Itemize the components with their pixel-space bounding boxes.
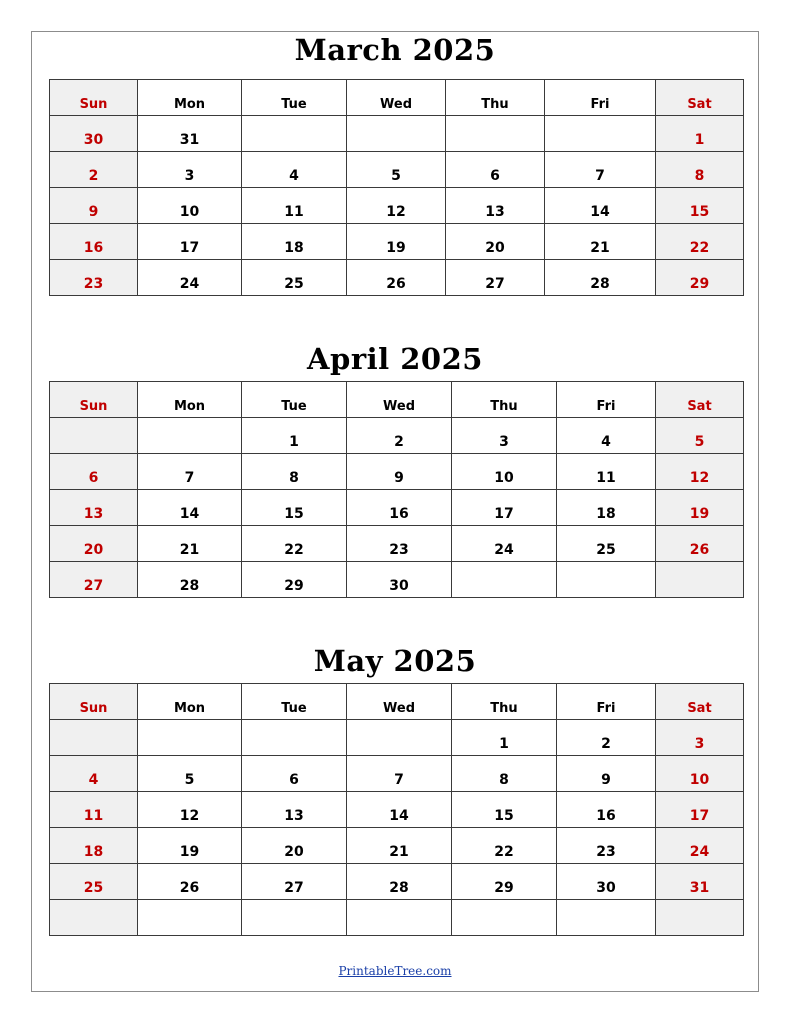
day-cell: 1 — [242, 418, 347, 454]
weekday-header-sat: Sat — [656, 80, 744, 116]
day-cell: 29 — [452, 864, 557, 900]
day-cell: 22 — [656, 224, 744, 260]
weekday-header-wed: Wed — [347, 684, 452, 720]
day-cell: 10 — [452, 454, 557, 490]
week-row — [50, 152, 744, 188]
day-cell: 24 — [656, 828, 744, 864]
week-row — [50, 900, 744, 936]
week-row — [50, 756, 744, 792]
day-cell: 2 — [557, 720, 656, 756]
day-cell: 14 — [347, 792, 452, 828]
day-cell: 7 — [138, 454, 242, 490]
day-cell: 5 — [138, 756, 242, 792]
day-cell: 11 — [50, 792, 138, 828]
day-cell: 11 — [242, 188, 347, 224]
day-cell — [545, 116, 656, 152]
day-cell: 26 — [138, 864, 242, 900]
day-cell: 12 — [656, 454, 744, 490]
weekday-header-sun: Sun — [50, 684, 138, 720]
day-cell — [446, 116, 545, 152]
day-cell — [50, 720, 138, 756]
day-cell: 13 — [242, 792, 347, 828]
day-cell: 4 — [557, 418, 656, 454]
day-cell: 14 — [138, 490, 242, 526]
day-cell: 4 — [50, 756, 138, 792]
day-cell: 7 — [347, 756, 452, 792]
weekday-header-sun: Sun — [50, 382, 138, 418]
weekday-header-wed: Wed — [347, 382, 452, 418]
weekday-header-sun: Sun — [50, 80, 138, 116]
day-cell — [242, 116, 347, 152]
day-cell: 21 — [138, 526, 242, 562]
weekday-header-tue: Tue — [242, 684, 347, 720]
day-cell: 25 — [557, 526, 656, 562]
day-cell: 5 — [347, 152, 446, 188]
weekday-header-thu: Thu — [452, 382, 557, 418]
day-cell: 30 — [557, 864, 656, 900]
weekday-header-thu: Thu — [452, 684, 557, 720]
day-cell — [50, 418, 138, 454]
day-cell: 8 — [656, 152, 744, 188]
day-cell: 17 — [452, 490, 557, 526]
weekday-header-fri: Fri — [545, 80, 656, 116]
day-cell: 9 — [50, 188, 138, 224]
day-cell — [138, 900, 242, 936]
day-cell: 10 — [656, 756, 744, 792]
weekday-header-row — [50, 80, 744, 116]
weekday-header-mon: Mon — [138, 684, 242, 720]
weekday-header-sat: Sat — [656, 382, 744, 418]
day-cell — [242, 720, 347, 756]
week-row — [50, 828, 744, 864]
day-cell: 31 — [138, 116, 242, 152]
day-cell: 18 — [50, 828, 138, 864]
week-row — [50, 562, 744, 598]
day-cell: 2 — [347, 418, 452, 454]
day-cell: 6 — [242, 756, 347, 792]
day-cell: 4 — [242, 152, 347, 188]
day-cell: 12 — [347, 188, 446, 224]
day-cell: 25 — [50, 864, 138, 900]
month-title-march: March 2025 — [294, 33, 496, 67]
weekday-header-tue: Tue — [242, 80, 347, 116]
day-cell — [138, 418, 242, 454]
day-cell — [242, 900, 347, 936]
weekday-header-mon: Mon — [138, 382, 242, 418]
day-cell — [452, 562, 557, 598]
day-cell — [138, 720, 242, 756]
day-cell — [50, 900, 138, 936]
day-cell: 25 — [242, 260, 347, 296]
week-row — [50, 188, 744, 224]
day-cell: 18 — [242, 224, 347, 260]
day-cell: 30 — [50, 116, 138, 152]
week-row — [50, 720, 744, 756]
day-cell: 19 — [138, 828, 242, 864]
day-cell: 10 — [138, 188, 242, 224]
day-cell: 1 — [452, 720, 557, 756]
day-cell: 2 — [50, 152, 138, 188]
day-cell: 22 — [452, 828, 557, 864]
day-cell: 13 — [446, 188, 545, 224]
week-row — [50, 418, 744, 454]
day-cell: 15 — [242, 490, 347, 526]
day-cell: 3 — [656, 720, 744, 756]
day-cell: 30 — [347, 562, 452, 598]
day-cell: 21 — [545, 224, 656, 260]
day-cell — [557, 900, 656, 936]
weekday-header-row — [50, 684, 744, 720]
day-cell: 15 — [656, 188, 744, 224]
week-row — [50, 792, 744, 828]
day-cell: 28 — [138, 562, 242, 598]
day-cell: 11 — [557, 454, 656, 490]
day-cell: 7 — [545, 152, 656, 188]
weekday-header-row — [50, 382, 744, 418]
day-cell: 1 — [656, 116, 744, 152]
week-row — [50, 454, 744, 490]
day-cell: 15 — [452, 792, 557, 828]
day-cell: 22 — [242, 526, 347, 562]
day-cell: 23 — [557, 828, 656, 864]
day-cell: 12 — [138, 792, 242, 828]
day-cell: 8 — [452, 756, 557, 792]
day-cell: 26 — [347, 260, 446, 296]
day-cell: 19 — [347, 224, 446, 260]
week-row — [50, 116, 744, 152]
week-row — [50, 490, 744, 526]
day-cell: 28 — [545, 260, 656, 296]
calendar-april — [49, 381, 744, 598]
day-cell — [347, 720, 452, 756]
day-cell — [557, 562, 656, 598]
day-cell: 17 — [138, 224, 242, 260]
day-cell — [347, 116, 446, 152]
day-cell: 18 — [557, 490, 656, 526]
day-cell: 20 — [50, 526, 138, 562]
calendar-may — [49, 683, 744, 936]
day-cell — [452, 900, 557, 936]
day-cell: 24 — [138, 260, 242, 296]
day-cell: 9 — [347, 454, 452, 490]
day-cell: 3 — [452, 418, 557, 454]
week-row — [50, 224, 744, 260]
day-cell: 24 — [452, 526, 557, 562]
day-cell — [656, 562, 744, 598]
week-row — [50, 864, 744, 900]
day-cell: 20 — [242, 828, 347, 864]
week-row — [50, 526, 744, 562]
day-cell: 16 — [557, 792, 656, 828]
weekday-header-fri: Fri — [557, 382, 656, 418]
day-cell: 28 — [347, 864, 452, 900]
day-cell: 23 — [50, 260, 138, 296]
day-cell: 21 — [347, 828, 452, 864]
day-cell: 14 — [545, 188, 656, 224]
day-cell: 26 — [656, 526, 744, 562]
day-cell: 29 — [242, 562, 347, 598]
day-cell: 17 — [656, 792, 744, 828]
day-cell: 6 — [446, 152, 545, 188]
footer-link[interactable]: PrintableTree.com — [338, 964, 452, 978]
month-title-april: April 2025 — [307, 342, 483, 376]
day-cell: 27 — [242, 864, 347, 900]
day-cell — [656, 900, 744, 936]
calendar-march — [49, 79, 744, 296]
day-cell: 9 — [557, 756, 656, 792]
day-cell: 29 — [656, 260, 744, 296]
weekday-header-wed: Wed — [347, 80, 446, 116]
day-cell: 16 — [50, 224, 138, 260]
day-cell: 8 — [242, 454, 347, 490]
weekday-header-sat: Sat — [656, 684, 744, 720]
day-cell — [347, 900, 452, 936]
day-cell: 20 — [446, 224, 545, 260]
weekday-header-thu: Thu — [446, 80, 545, 116]
day-cell: 16 — [347, 490, 452, 526]
day-cell: 3 — [138, 152, 242, 188]
day-cell: 13 — [50, 490, 138, 526]
day-cell: 19 — [656, 490, 744, 526]
weekday-header-tue: Tue — [242, 382, 347, 418]
day-cell: 27 — [446, 260, 545, 296]
month-title-may: May 2025 — [313, 644, 477, 678]
week-row — [50, 260, 744, 296]
day-cell: 6 — [50, 454, 138, 490]
weekday-header-mon: Mon — [138, 80, 242, 116]
day-cell: 5 — [656, 418, 744, 454]
day-cell: 27 — [50, 562, 138, 598]
day-cell: 31 — [656, 864, 744, 900]
day-cell: 23 — [347, 526, 452, 562]
weekday-header-fri: Fri — [557, 684, 656, 720]
